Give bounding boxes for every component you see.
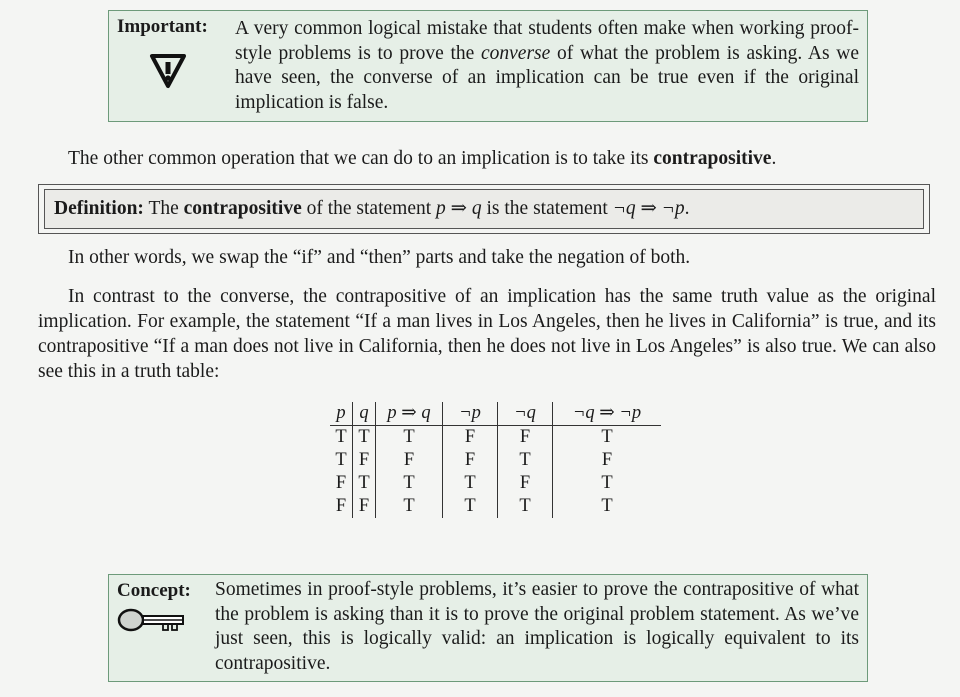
concept-label: Concept: <box>117 580 191 601</box>
table-cell: F <box>553 449 662 472</box>
warning-shield-icon <box>149 53 187 89</box>
table-cell: T <box>376 495 443 518</box>
header-cell: q <box>353 402 376 426</box>
table-row <box>330 426 661 450</box>
table-cell: T <box>498 449 553 472</box>
table-cell: T <box>553 472 662 495</box>
table-cell: T <box>498 495 553 518</box>
table-cell: F <box>335 496 347 516</box>
table-cell: F <box>443 449 498 472</box>
header-cell: p ⇒ q <box>376 402 443 426</box>
table-cell: T <box>443 472 498 495</box>
header-cell: ¬q ⇒ ¬p <box>553 402 662 426</box>
truth-table-header <box>330 402 661 426</box>
table-cell: F <box>443 426 498 450</box>
important-label: Important: <box>117 16 208 37</box>
definition-label: Definition: <box>54 198 144 219</box>
table-cell: T <box>376 426 443 450</box>
table-cell: T <box>553 426 662 450</box>
table-cell: F <box>498 426 553 450</box>
definition-term: contrapositive <box>183 198 302 219</box>
table-cell: T <box>553 495 662 518</box>
key-icon <box>117 607 189 633</box>
concept-text: Sometimes in proof-style problems, it’s easier to prove the contrapositive of what the problem is asking than it is to prove the original problem statement. As we’ve just seen, this is logically valid: an implication is logically equivalent to its contrapositive. <box>215 579 859 674</box>
contrapositive-term: contrapositive <box>653 148 772 169</box>
table-row <box>330 472 661 495</box>
explanation-paragraph: In other words, we swap the “if” and “then” parts and take the negation of both. <box>68 247 691 268</box>
contrapositive-formula: ¬q ⇒ ¬p <box>612 198 685 219</box>
table-cell: F <box>498 472 553 495</box>
important-callout <box>108 10 868 122</box>
table-row <box>330 495 661 518</box>
table-cell: T <box>353 472 376 495</box>
header-cell: p <box>330 402 353 426</box>
header-cell: ¬q <box>498 402 553 426</box>
table-row <box>330 449 661 472</box>
definition-box <box>38 184 930 234</box>
definition-content: Definition: The contrapositive of the statement p ⇒ q is the statement ¬q ⇒ ¬p. <box>44 189 924 229</box>
statement-formula: p ⇒ q <box>436 198 482 219</box>
table-cell: F <box>335 473 347 493</box>
important-text: A very common logical mistake that students often make when working proof-style problems is to prove the converse of what the problem is asking. As we have seen, the converse of an implication can be true even if the original implication is false. <box>235 18 859 113</box>
intro-paragraph: The other common operation that we can do to an implication is to take its contrapositive. <box>68 148 777 169</box>
converse-term: converse <box>481 42 551 64</box>
header-cell: ¬p <box>443 402 498 426</box>
table-cell: T <box>335 450 347 470</box>
table-cell: T <box>335 427 347 447</box>
table-cell: F <box>376 449 443 472</box>
table-cell: T <box>443 495 498 518</box>
contrast-paragraph: In contrast to the converse, the contrapositive of an implication has the same truth value as the original implication. For example, the statement “If a man lives in Los Angeles, then he lives in California” is true, and its contrapositive “If a man does not live in California, then he does not live in Los Angeles” is also true. We can also see this in a truth table: <box>38 286 936 382</box>
table-cell: F <box>353 495 376 518</box>
table-cell: T <box>353 426 376 450</box>
concept-callout <box>108 574 868 682</box>
table-cell: F <box>353 449 376 472</box>
table-cell: T <box>376 472 443 495</box>
truth-table <box>330 402 661 518</box>
